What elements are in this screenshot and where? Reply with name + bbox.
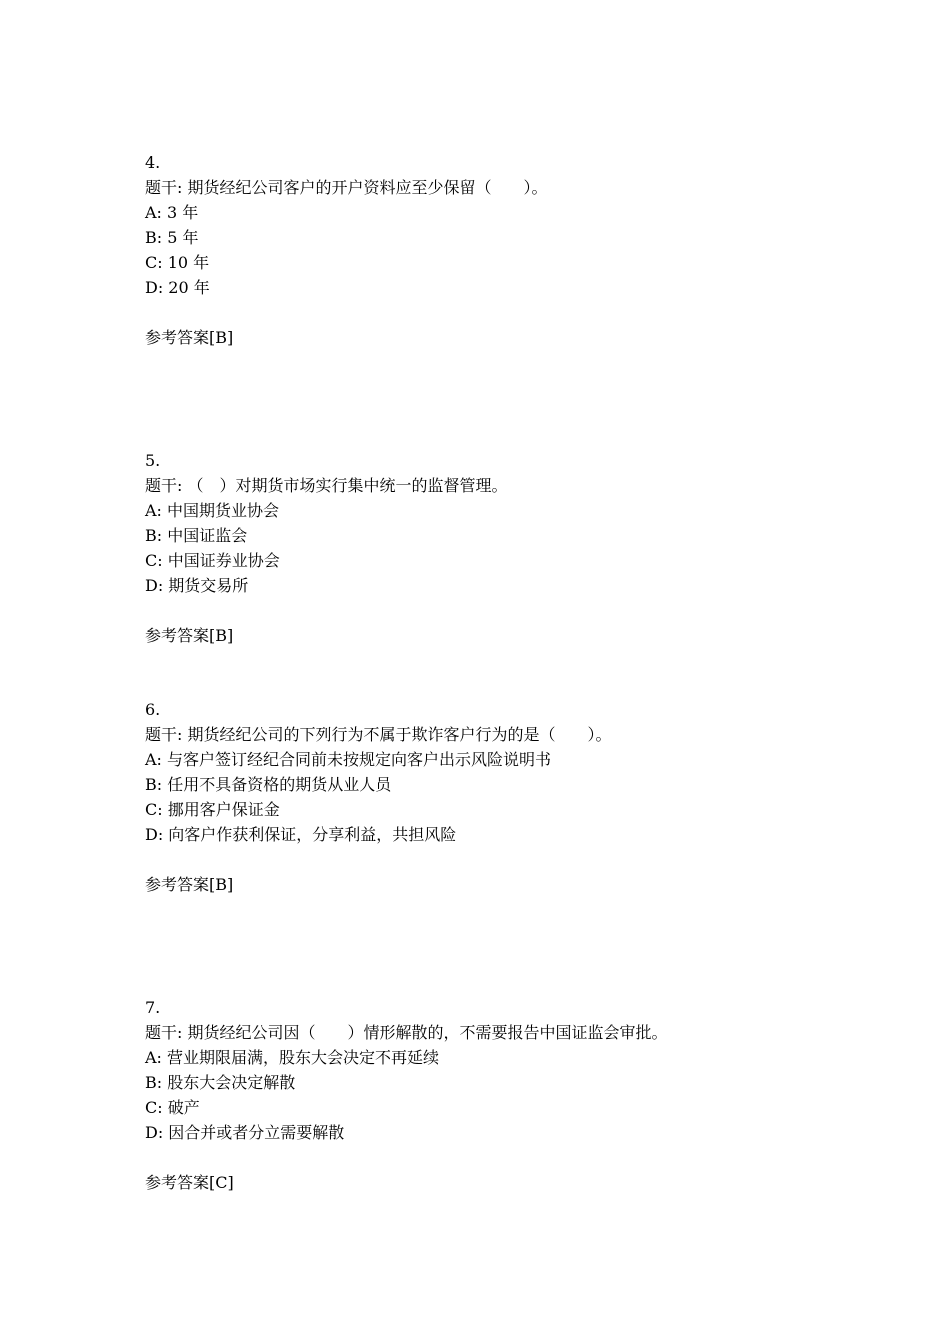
option-c: C: 挪用客户保证金 xyxy=(145,800,280,819)
question-stem: 题干: 期货经纪公司因（ ）情形解散的，不需要报告中国证监会审批。 xyxy=(145,1023,668,1042)
question-stem: 题干: （ ）对期货市场实行集中统一的监督管理。 xyxy=(145,476,508,495)
reference-answer: 参考答案[B] xyxy=(145,875,234,894)
question-7 xyxy=(145,995,845,1195)
option-a: A: 营业期限届满，股东大会决定不再延续 xyxy=(145,1048,440,1067)
option-c: C: 中国证券业协会 xyxy=(145,551,280,570)
option-d: D: 20 年 xyxy=(145,278,210,297)
option-b: B: 股东大会决定解散 xyxy=(145,1073,296,1092)
question-number: 6. xyxy=(145,700,161,719)
reference-answer: 参考答案[B] xyxy=(145,328,234,347)
option-b: B: 中国证监会 xyxy=(145,526,248,545)
option-c: C: 10 年 xyxy=(145,253,210,272)
question-number: 7. xyxy=(145,998,161,1017)
reference-answer: 参考答案[B] xyxy=(145,626,234,645)
option-a: A: 与客户签订经纪合同前未按规定向客户出示风险说明书 xyxy=(145,750,552,769)
question-stem: 题干: 期货经纪公司客户的开户资料应至少保留（ ）。 xyxy=(145,178,548,197)
reference-answer: 参考答案[C] xyxy=(145,1173,234,1192)
question-number: 4. xyxy=(145,153,161,172)
option-b: B: 任用不具备资格的期货从业人员 xyxy=(145,775,392,794)
option-d: D: 因合并或者分立需要解散 xyxy=(145,1123,345,1142)
option-d: D: 期货交易所 xyxy=(145,576,249,595)
option-c: C: 破产 xyxy=(145,1098,200,1117)
question-number: 5. xyxy=(145,451,161,470)
option-a: A: 中国期货业协会 xyxy=(145,501,280,520)
question-stem: 题干: 期货经纪公司的下列行为不属于欺诈客户行为的是（ ）。 xyxy=(145,725,612,744)
option-d: D: 向客户作获利保证，分享利益，共担风险 xyxy=(145,825,457,844)
option-b: B: 5 年 xyxy=(145,228,199,247)
question-4 xyxy=(145,150,845,350)
question-6 xyxy=(145,697,845,897)
question-5 xyxy=(145,448,845,648)
option-a: A: 3 年 xyxy=(145,203,199,222)
